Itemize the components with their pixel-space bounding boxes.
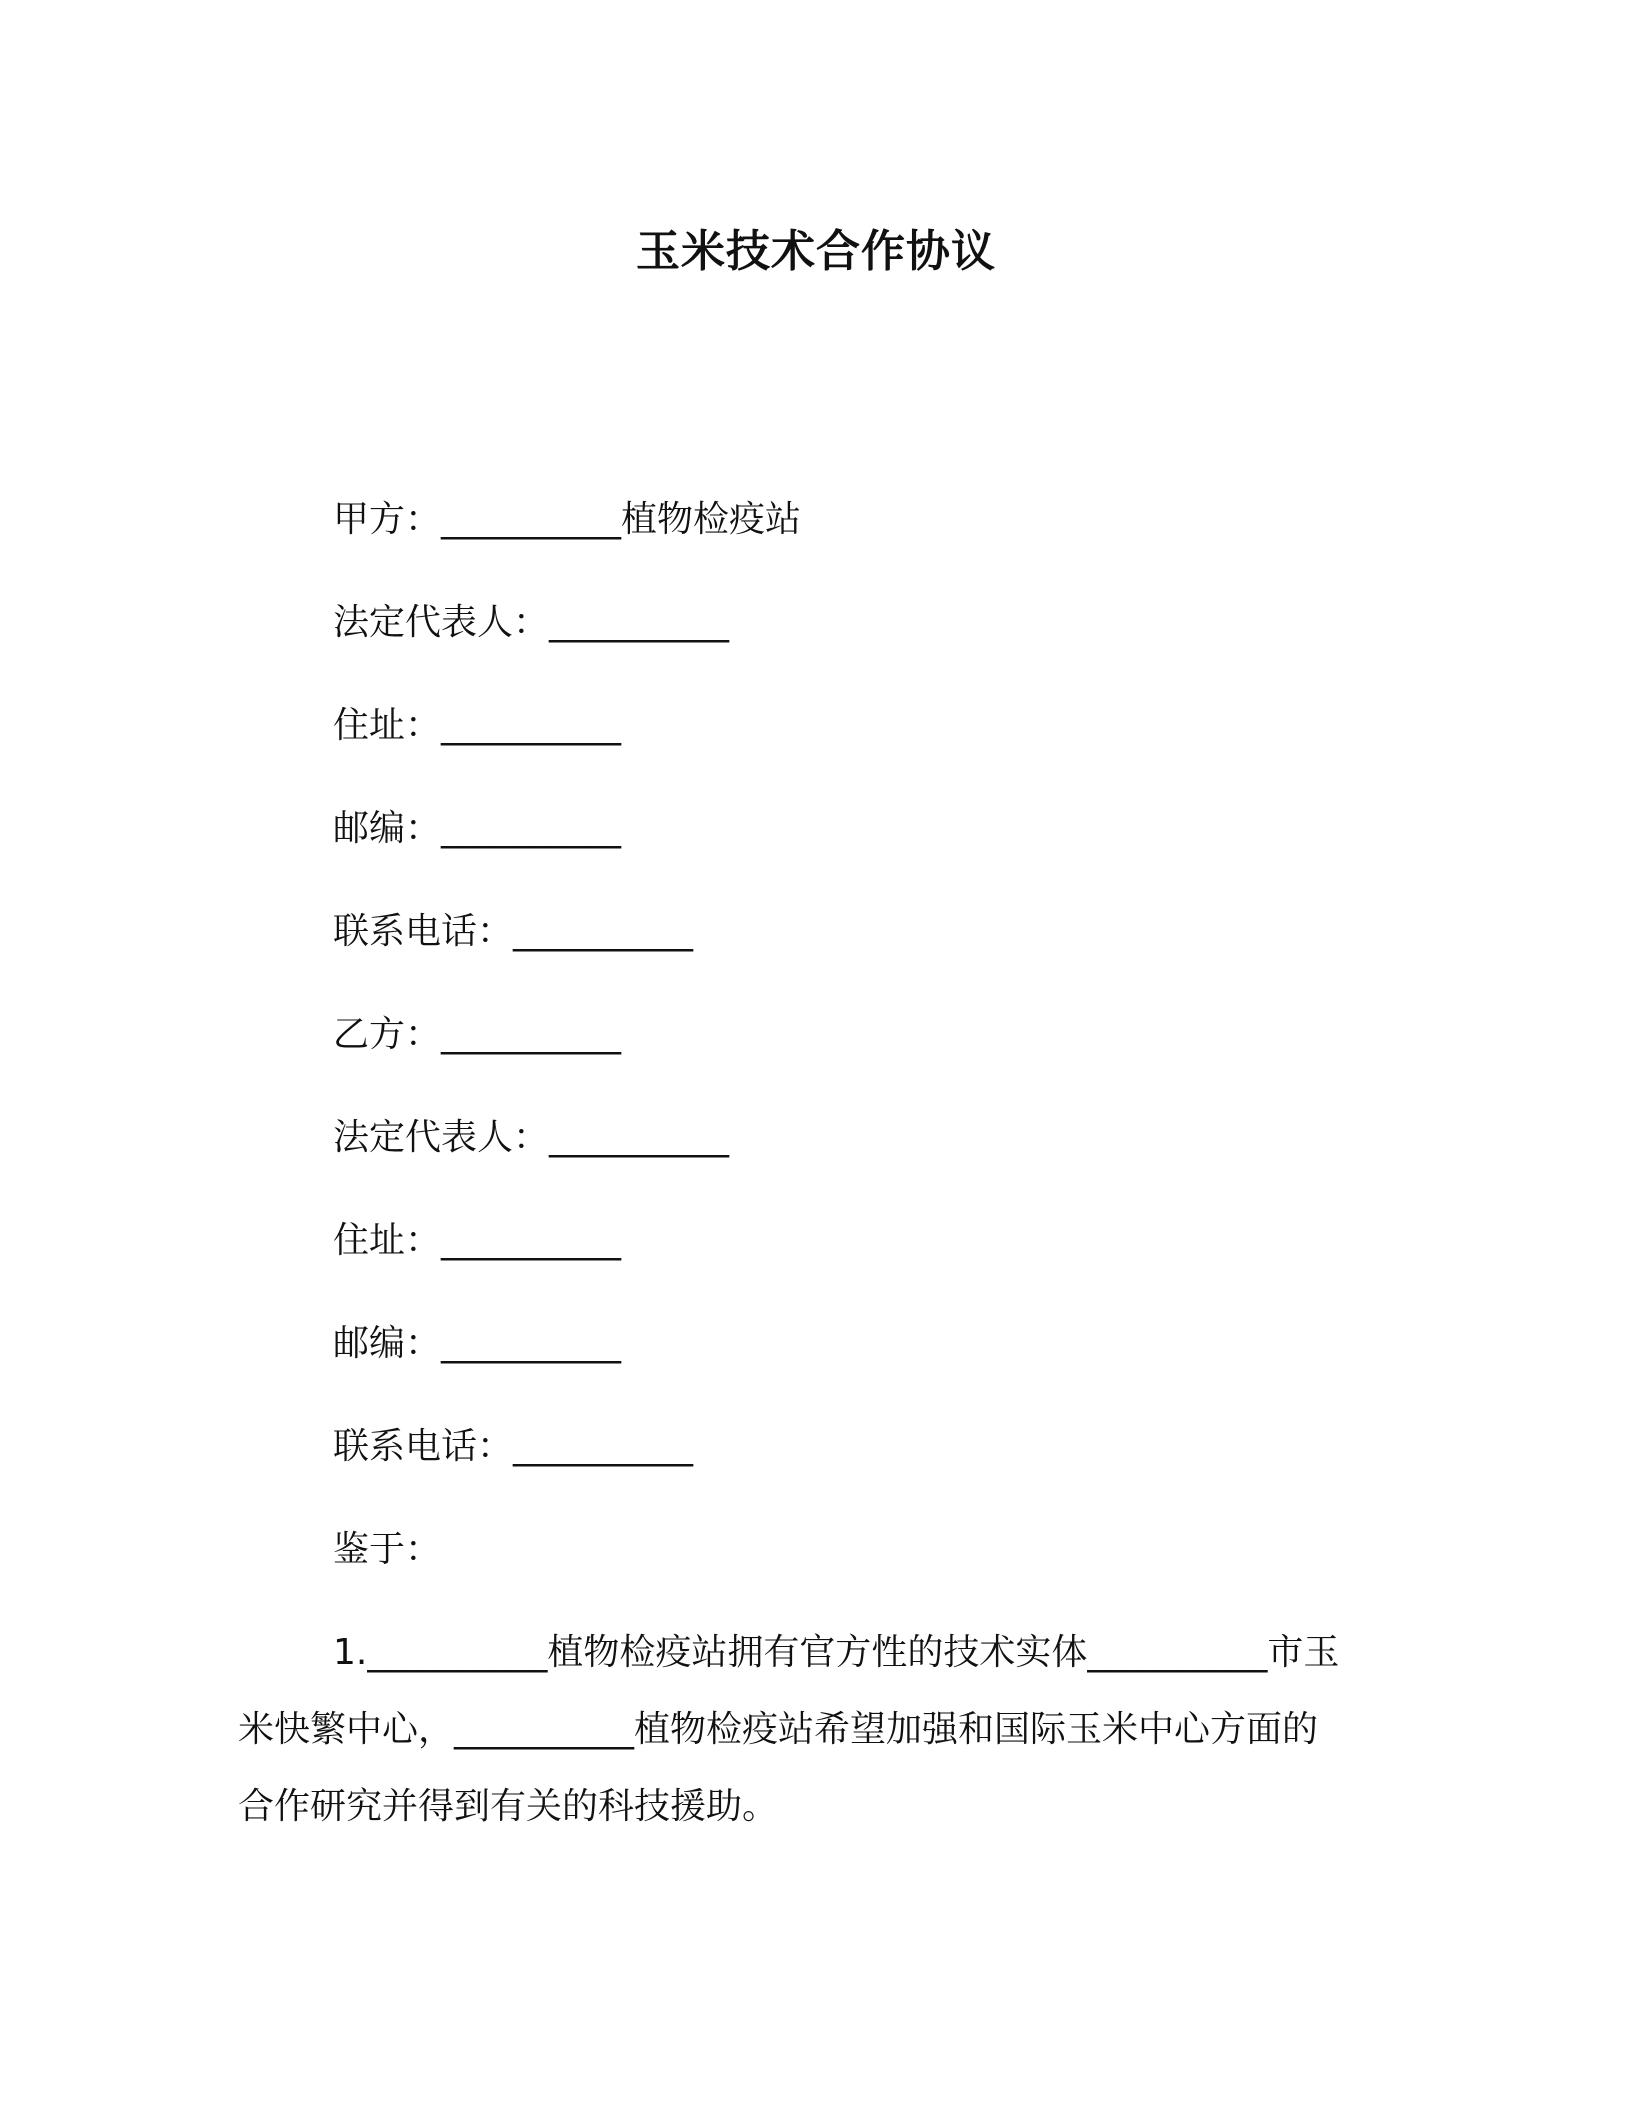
party-b-name-value: __________: [441, 1014, 622, 1055]
party-a-postcode-value: __________: [441, 808, 622, 849]
party-a-postcode-label: 邮编：: [333, 808, 442, 849]
party-b-address-label: 住址：: [333, 1220, 442, 1261]
party-b-rep-label: 法定代表人：: [333, 1117, 550, 1158]
party-a-name-value: __________植物检疫站: [441, 499, 802, 540]
party-b-address-value: __________: [441, 1220, 622, 1261]
party-a-name-label: 甲方：: [333, 499, 442, 540]
party-b-phone-label: 联系电话：: [333, 1426, 514, 1467]
party-b-rep-field: [333, 1112, 729, 1164]
party-b-phone-field: [333, 1421, 693, 1473]
party-a-address-label: 住址：: [333, 705, 442, 746]
party-b-postcode-value: __________: [441, 1323, 622, 1364]
party-b-name-field: [333, 1009, 621, 1061]
party-a-rep-field: [333, 597, 729, 649]
document-title: 玉米技术合作协议: [636, 226, 996, 277]
party-b-phone-value: __________: [513, 1426, 694, 1467]
clause-1-line-3: 合作研究并得到有关的科技援助。: [238, 1786, 779, 1827]
whereas-label: 鉴于：: [333, 1529, 442, 1570]
party-b-name-label: 乙方：: [333, 1014, 442, 1055]
party-a-name-field: [333, 494, 801, 546]
clause-1-line-2: 米快繁中心，__________植物检疫站希望加强和国际玉米中心方面的: [238, 1709, 1319, 1750]
party-b-postcode-label: 邮编：: [333, 1323, 442, 1364]
party-a-rep-label: 法定代表人：: [333, 602, 550, 643]
party-a-address-value: __________: [441, 705, 622, 746]
party-b-postcode-field: [333, 1318, 621, 1370]
party-a-phone-label: 联系电话：: [333, 911, 514, 952]
party-b-address-field: [333, 1215, 621, 1267]
party-a-phone-value: __________: [513, 911, 694, 952]
party-b-rep-value: __________: [549, 1117, 730, 1158]
party-a-address-field: [333, 700, 621, 752]
party-a-postcode-field: [333, 803, 621, 855]
party-a-phone-field: [333, 906, 693, 958]
clause-1-line-1: 1.__________植物检疫站拥有官方性的技术实体__________市玉: [333, 1632, 1340, 1673]
party-a-rep-value: __________: [549, 602, 730, 643]
